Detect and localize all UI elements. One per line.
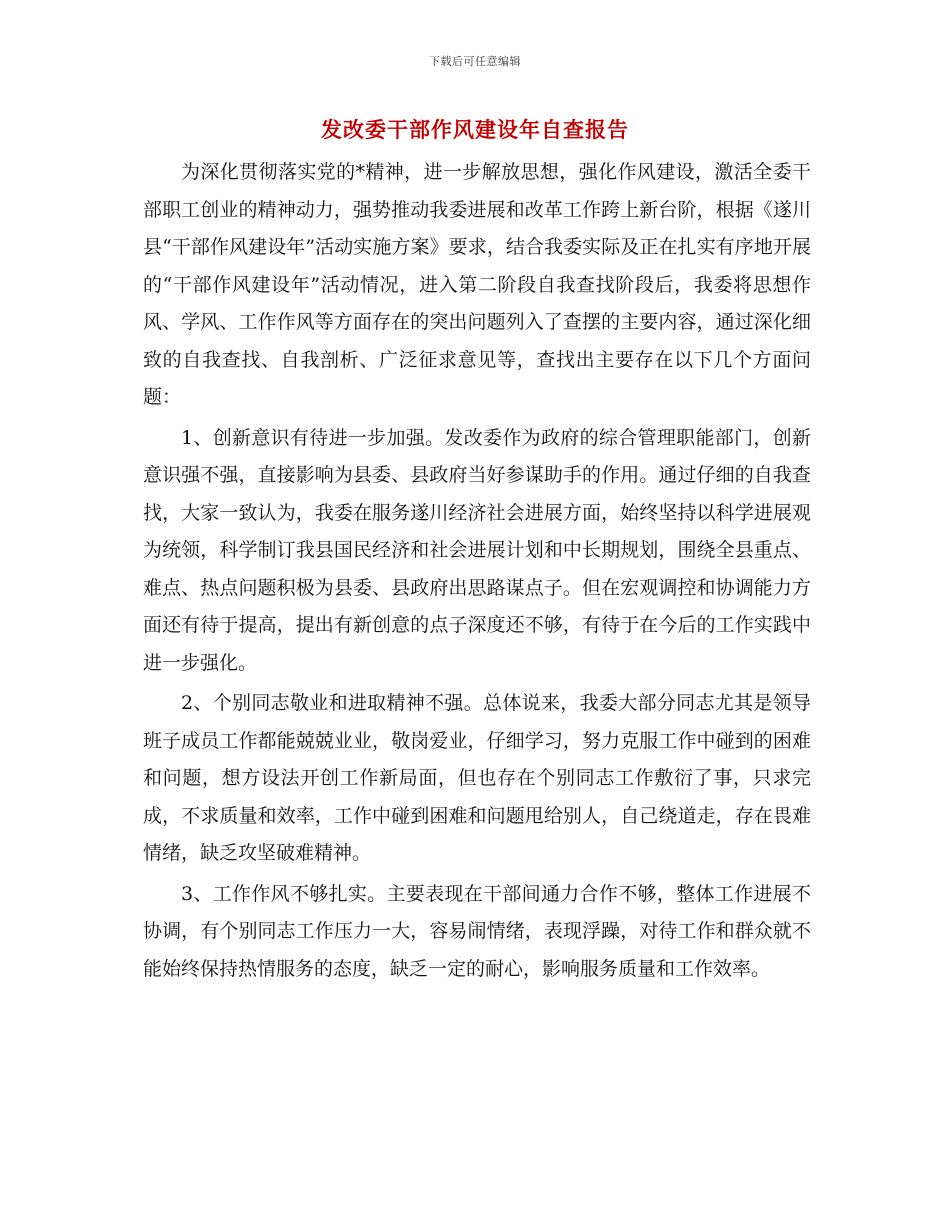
header-note: 下载后可任意编辑 bbox=[429, 55, 521, 68]
document-title: 发改委干部作风建设年自查报告 bbox=[321, 118, 629, 142]
paragraph-item-2: 2、个别同志敬业和进取精神不强。总体说来，我委大部分同志尤其是领导班子成员工作都能兢兢业业，敬岗爱业，仔细学习，努力克服工作中碰到的困难和问题，想方设法开创工作新局面，但也存在个别同志工作敷衍了事，只求完成，不求质量和效率，工作中碰到困难和问题甩给别人，自己绕道走，存在畏难情绪，缺乏攻坚破难精神。 bbox=[143, 692, 811, 864]
paragraph-item-3: 3、工作作风不够扎实。主要表现在干部间通力合作不够，整体工作进展不协调，有个别同志工作压力一大，容易闹情绪，表现浮躁，对待工作和群众就不能始终保持热情服务的态度，缺乏一定的耐心，影响服务质量和工作效率。 bbox=[143, 882, 811, 980]
intro-paragraph: 为深化贯彻落实党的*精神，进一步解放思想，强化作风建设，激活全委干部职工创业的精神动力，强势推动我委进展和改革工作跨上新台阶，根据《遂川县“干部作风建设年”活动实施方案》要求，结合我委实际及正在扎实有序地开展的“干部作风建设年”活动情况，进入第二阶段自我查找阶段后，我委将思想作风、学风、工作作风等方面存在的突出问题列入了查摆的主要内容，通过深化细致的自我查找、自我剖析、广泛征求意见等，查找出主要存在以下几个方面问题： bbox=[143, 161, 811, 408]
document-body bbox=[143, 154, 811, 988]
paragraph-item-1: 1、创新意识有待进一步加强。发改委作为政府的综合管理职能部门，创新意识强不强，直接影响为县委、县政府当好参谋助手的作用。通过仔细的自我查找，大家一致认为，我委在服务遂川经济社会进展方面，始终坚持以科学进展观为统领，科学制订我县国民经济和社会进展计划和中长期规划，围绕全县重点、难点、热点问题积极为县委、县政府出思路谋点子。但在宏观调控和协调能力方面还有待于提高，提出有新创意的点子深度还不够，有待于在今后的工作实践中进一步强化。 bbox=[143, 426, 811, 674]
